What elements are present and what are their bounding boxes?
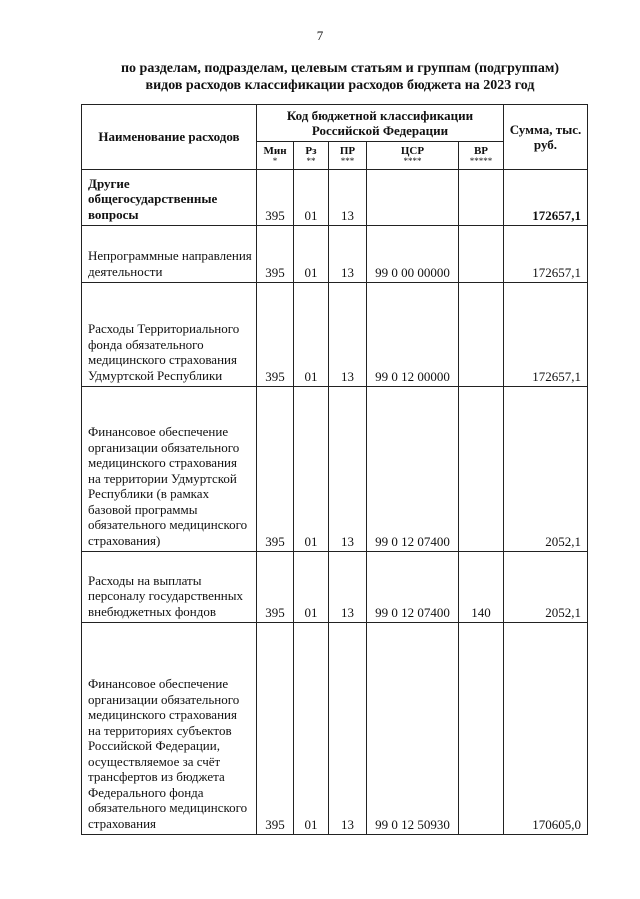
row-min: 395	[257, 283, 294, 387]
row-vr: 140	[459, 552, 504, 623]
row-sum: 172657,1	[504, 283, 588, 387]
table-row	[82, 226, 588, 283]
row-name: Расходы Территориального фонда обязательного медицинского страхования Удмуртской Республики	[82, 283, 257, 387]
row-sum: 2052,1	[504, 387, 588, 552]
row-pr: 13	[329, 387, 367, 552]
row-rz: 01	[294, 170, 329, 226]
row-pr: 13	[329, 552, 367, 623]
row-name: Непрограммные направления деятельности	[82, 226, 257, 283]
row-vr	[459, 387, 504, 552]
row-csr: 99 0 12 07400	[367, 552, 459, 623]
header-col-csr-note: ****	[403, 156, 422, 166]
row-min: 395	[257, 552, 294, 623]
table-row	[82, 170, 588, 226]
header-sum: Сумма, тыс. руб.	[504, 105, 588, 170]
header-col-rz-label: Рз	[305, 145, 317, 157]
header-col-vr-note: *****	[469, 156, 493, 166]
header-col-pr	[329, 142, 367, 170]
table-row	[82, 283, 588, 387]
row-name: Финансовое обеспечение организации обязательного медицинского страхования на территориях субъектов Российской Федерации, осуществляемое за счёт трансфертов из бюджета Федерального фонда обязательного медицинского страхования	[82, 623, 257, 835]
row-pr: 13	[329, 623, 367, 835]
row-csr: 99 0 00 00000	[367, 226, 459, 283]
row-name: Финансовое обеспечение организации обязательного медицинского страхования на территории Удмуртской Республики (в рамках базовой программы обязательного медицинского страхования)	[82, 387, 257, 552]
row-sum: 170605,0	[504, 623, 588, 835]
header-col-min-note: *	[272, 156, 278, 166]
title-line-2: видов расходов классификации расходов бюджета на 2023 год	[145, 78, 535, 93]
row-rz: 01	[294, 226, 329, 283]
row-name: Расходы на выплаты персоналу государственных внебюджетных фондов	[82, 552, 257, 623]
row-pr: 13	[329, 226, 367, 283]
row-vr	[459, 283, 504, 387]
row-sum: 172657,1	[504, 226, 588, 283]
page-number: 7	[316, 28, 324, 43]
row-sum: 172657,1	[504, 170, 588, 226]
header-col-pr-note: ***	[340, 156, 355, 166]
row-csr: 99 0 12 00000	[367, 283, 459, 387]
row-vr	[459, 170, 504, 226]
row-name: Другие общегосударственные вопросы	[82, 170, 257, 226]
table-row	[82, 552, 588, 623]
table-row	[82, 623, 588, 835]
row-pr: 13	[329, 283, 367, 387]
row-min: 395	[257, 226, 294, 283]
row-sum: 2052,1	[504, 552, 588, 623]
title-line-1: по разделам, подразделам, целевым статьям и группам (подгруппам)	[120, 61, 560, 76]
row-min: 395	[257, 170, 294, 226]
document-title	[60, 60, 620, 94]
table-row	[82, 387, 588, 552]
row-pr: 13	[329, 170, 367, 226]
row-min: 395	[257, 387, 294, 552]
header-col-min-label: Мин	[263, 145, 287, 157]
header-col-vr-label: ВР	[473, 145, 489, 157]
header-name: Наименование расходов	[82, 105, 257, 170]
header-col-pr-label: ПР	[339, 145, 356, 157]
header-col-vr	[459, 142, 504, 170]
row-rz: 01	[294, 387, 329, 552]
row-csr	[367, 170, 459, 226]
row-rz: 01	[294, 283, 329, 387]
row-csr: 99 0 12 07400	[367, 387, 459, 552]
row-rz: 01	[294, 552, 329, 623]
header-col-csr-label: ЦСР	[400, 145, 425, 157]
header-col-csr	[367, 142, 459, 170]
row-vr	[459, 226, 504, 283]
budget-table	[81, 104, 588, 835]
row-csr: 99 0 12 50930	[367, 623, 459, 835]
header-col-rz-note: **	[306, 156, 316, 166]
header-col-min	[257, 142, 294, 170]
header-col-rz	[294, 142, 329, 170]
header-code-group: Код бюджетной классификации Российской Федерации	[257, 105, 504, 142]
row-min: 395	[257, 623, 294, 835]
row-vr	[459, 623, 504, 835]
row-rz: 01	[294, 623, 329, 835]
